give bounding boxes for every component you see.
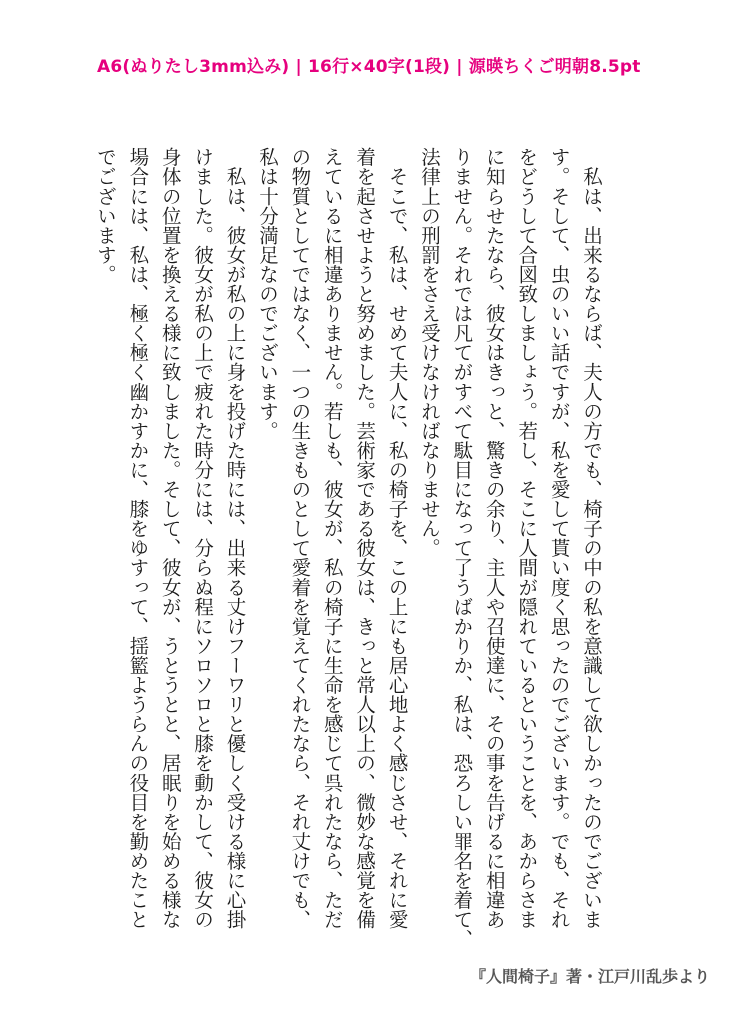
vertical-text-block	[89, 147, 608, 949]
text-line: りません。それでは凡てがすべて駄目になって了うばかりか、私は、恐ろしい罪名を着て、	[450, 147, 474, 949]
source-credit: 『人間椅子』著・江戸川乱歩より	[469, 967, 710, 986]
text-line: 私は十分満足なのでございます。	[255, 147, 279, 441]
text-line: をどうして合図致しましょう。若し、そこに人間が隠れているということを、あからさま	[515, 147, 539, 929]
text-line: 身体の位置を換える様に致しました。そして、彼女が、うとうとと、居眠りを始める様な	[158, 147, 182, 929]
text-line: でございます。	[93, 147, 117, 284]
text-line: 着を起させようと努めました。芸術家である彼女は、きっと常人以上の、微妙な感覚を備	[353, 147, 377, 929]
text-line: そこで、私は、せめて夫人に、私の椅子を、この上にも居心地よく感じさせ、それに愛	[385, 147, 409, 929]
text-line: えているに相違ありません。若しも、彼女が、私の椅子に生命を感じて呉れたなら、ただ	[320, 147, 344, 929]
text-line: の物質としてではなく、一つの生きものとして愛着を覚えてくれたなら、それ丈けでも、	[288, 147, 312, 929]
text-line: 私は、彼女が私の上に身を投げた時には、出来る丈けフーワリと優しく受ける様に心掛	[223, 147, 247, 929]
text-line: 場合には、私は、極く極く幽かすかに、膝をゆすって、揺籃ようらんの役目を勤めたこと	[126, 147, 150, 929]
text-line: に知らせたなら、彼女はきっと、驚きの余り、主人や召使達に、その事を告げるに相違あ	[482, 147, 506, 929]
spec-header: A6(ぬりたし3mm込み) | 16行×40字(1段) | 源暎ちくご明朝8.5pt	[97, 57, 641, 77]
text-line: けました。彼女が私の上で疲れた時分には、分らぬ程にソロソロと膝を動かして、彼女の	[191, 147, 215, 929]
text-line: 法律上の刑罰をさえ受けなければなりません。	[417, 147, 441, 558]
text-line: 私は、出来るならば、夫人の方でも、椅子の中の私を意識して欲しかったのでございま	[580, 147, 603, 929]
text-line: す。そして、虫のいい話ですが、私を愛して貰い度く思ったのでございます。でも、それ	[547, 147, 571, 929]
